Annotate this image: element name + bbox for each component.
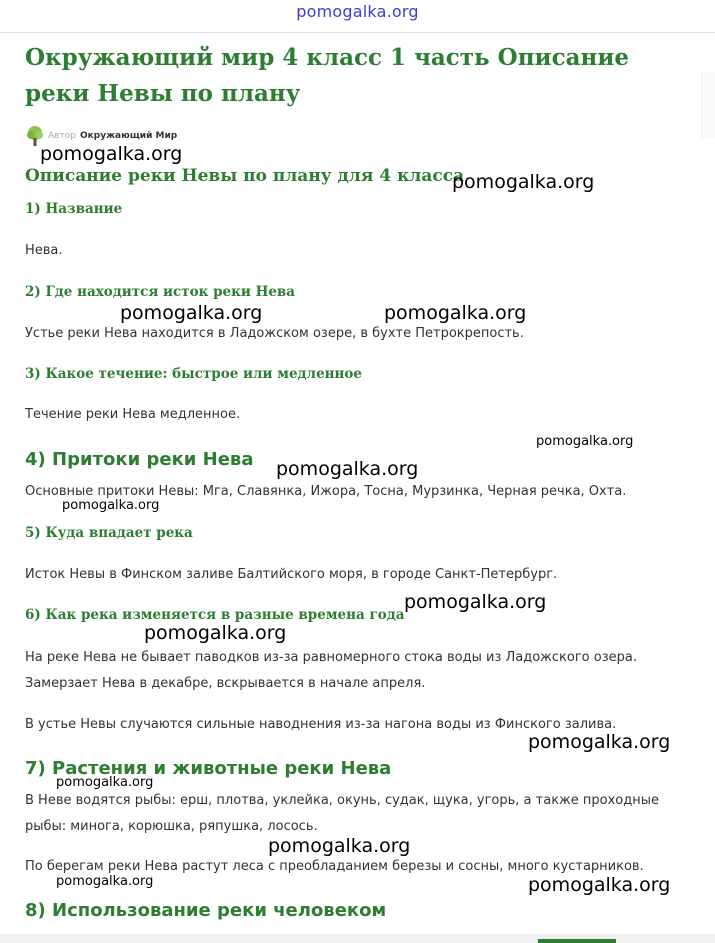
watermark-text: pomogalka.org — [528, 874, 671, 896]
watermark-text: pomogalka.org — [144, 622, 287, 644]
section-heading: 5) Куда впадает река — [25, 525, 193, 541]
watermark-text: pomogalka.org — [276, 458, 419, 480]
section-paragraph: Замерзает Нева в декабре, вскрывается в начале апреля. — [25, 676, 426, 691]
site-logo-link[interactable]: pomogalka.org — [296, 2, 419, 21]
section-paragraph: рыбы: минога, корюшка, ряпушка, лосось. — [25, 819, 318, 834]
watermark-text: pomogalka.org — [40, 143, 183, 165]
article-subtitle: Описание реки Невы по плану для 4 класса — [25, 166, 465, 186]
section-paragraph: Исток Невы в Финском заливе Балтийского моря, в городе Санкт-Петербург. — [25, 567, 558, 582]
author-label: Автор — [48, 131, 76, 141]
top-bar — [0, 0, 715, 33]
section-paragraph: Основные притоки Невы: Мга, Славянка, Ижора, Тосна, Мурзинка, Черная речка, Охта. — [25, 484, 627, 499]
section-heading: 8) Использование реки человеком — [25, 900, 387, 921]
watermark-text: pomogalka.org — [56, 775, 154, 790]
section-heading: 1) Название — [25, 201, 123, 217]
section-heading: 7) Растения и животные реки Нева — [25, 758, 392, 779]
section-paragraph: В устье Невы случаются сильные наводнения из-за нагона воды из Финского залива. — [25, 717, 617, 732]
section-paragraph: Устье реки Нева находится в Ладожском озере, в бухте Петрокрепость. — [25, 326, 524, 341]
author-name-link[interactable]: Окружающий Мир — [80, 131, 178, 141]
watermark-text: pomogalka.org — [56, 874, 154, 889]
watermark-text: pomogalka.org — [384, 302, 527, 324]
section-paragraph: Нева. — [25, 243, 63, 258]
section-heading: 4) Притоки реки Нева — [25, 449, 254, 470]
watermark-text: pomogalka.org — [268, 835, 411, 857]
watermark-text: pomogalka.org — [62, 498, 160, 513]
section-paragraph: На реке Нева не бывает паводков из-за равномерного стока воды из Ладожского озера. — [25, 650, 637, 665]
section-heading: 3) Какое течение: быстрое или медленное — [25, 366, 363, 382]
section-heading: 6) Как река изменяется в разные времена года — [25, 607, 405, 623]
watermark-text: pomogalka.org — [536, 434, 634, 449]
section-paragraph: В Неве водятся рыбы: ерш, плотва, уклейка, окунь, судак, щука, угорь, а также проходные — [25, 793, 659, 808]
watermark-text: pomogalka.org — [404, 591, 547, 613]
watermark-text: pomogalka.org — [452, 171, 595, 193]
watermark-text: pomogalka.org — [528, 731, 671, 753]
scroll-accent — [538, 939, 616, 943]
sidebar-edge — [701, 72, 715, 138]
watermark-text: pomogalka.org — [120, 302, 263, 324]
section-paragraph: По берегам реки Нева растут леса с преобладанием березы и сосны, много кустарников. — [25, 859, 644, 874]
article-title: Окружающий мир 4 класс 1 часть Описание реки Невы по плану — [25, 44, 630, 107]
section-paragraph: Течение реки Нева медленное. — [25, 407, 241, 422]
section-heading: 2) Где находится исток реки Нева — [25, 284, 296, 300]
